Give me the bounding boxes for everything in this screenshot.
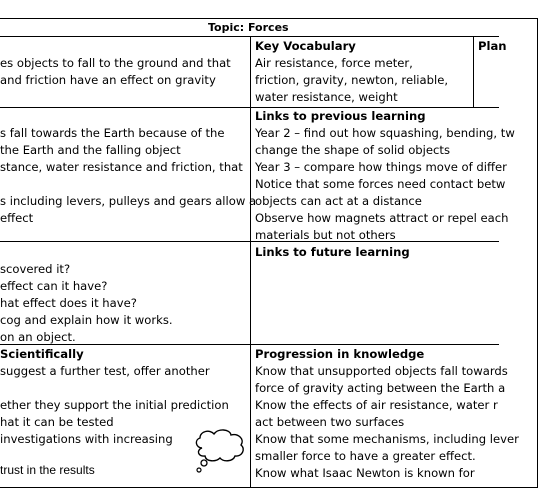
right-column-divider	[473, 36, 474, 108]
progression-line-2: force of gravity acting between the Earth a	[255, 381, 506, 395]
progression-line-4: act between two surfaces	[255, 415, 405, 429]
left-row3-line-2: effect can it have?	[0, 279, 108, 293]
left-row3-line-3: hat effect does it have?	[0, 296, 137, 310]
progression-line-6: smaller force to have a greater effect.	[255, 449, 476, 463]
previous-learning-line-3: Year 3 – compare how things move of differ	[255, 160, 507, 174]
left-row1-line-2: and friction have an effect on gravity	[0, 73, 216, 87]
previous-learning-heading: Links to previous learning	[255, 109, 426, 123]
previous-learning-line-5: objects can act at a distance	[255, 194, 422, 208]
progression-line-7: Know what Isaac Newton is known for	[255, 466, 475, 480]
previous-learning-line-4: Notice that some forces need contact betw	[255, 177, 506, 191]
left-row4-line-7: trust in the results	[0, 463, 95, 477]
progression-line-1: Know that unsupported objects fall towards	[255, 364, 508, 378]
progression-heading: Progression in knowledge	[255, 347, 425, 361]
left-row3-line-1: scovered it?	[0, 262, 71, 276]
progression-line-3: Know the effects of air resistance, water r	[255, 398, 498, 412]
left-row2-line-3: stance, water resistance and friction, that	[0, 160, 243, 174]
plan-heading: Plan	[478, 39, 507, 53]
left-row1-line-1: es objects to fall to the ground and that	[0, 56, 231, 70]
left-row4-line-4: hat it can be tested	[0, 415, 114, 429]
previous-learning-line-2: change the shape of solid objects	[255, 143, 450, 157]
previous-learning-line-6: Observe how magnets attract or repel each	[255, 211, 509, 225]
left-row2-line-2: the Earth and the falling object	[0, 143, 181, 157]
future-learning-heading: Links to future learning	[255, 245, 410, 259]
topic-title: Topic: Forces	[208, 21, 289, 34]
left-row4-line-1: suggest a further test, offer another	[0, 364, 210, 378]
previous-learning-line-7: materials but not others	[255, 228, 396, 242]
key-vocabulary-line-2: friction, gravity, newton, reliable,	[255, 73, 449, 87]
left-row2-line-1: s fall towards the Earth because of the	[0, 126, 225, 140]
progression-line-5: Know that some mechanisms, including lever	[255, 432, 519, 446]
key-vocabulary-heading: Key Vocabulary	[255, 39, 356, 53]
left-row4-line-5: investigations with increasing	[0, 432, 173, 446]
left-row3-line-4: cog and explain how it works.	[0, 313, 173, 327]
left-row3-line-5: on an object.	[0, 330, 76, 344]
left-row2-line-5: s including levers, pulleys and gears allow a	[0, 194, 257, 208]
left-row4-heading: Scientifically	[0, 347, 84, 361]
thought-cloud-icon	[190, 426, 250, 476]
key-vocabulary-line-3: water resistance, weight	[255, 90, 398, 104]
left-row2-line-6: effect	[0, 211, 34, 225]
middle-column-divider	[250, 36, 251, 488]
left-row4-line-3: ether they support the initial prediction	[0, 398, 229, 412]
key-vocabulary-line-1: Air resistance, force meter,	[255, 56, 413, 70]
previous-learning-line-1: Year 2 – find out how squashing, bending, tw	[255, 126, 515, 140]
